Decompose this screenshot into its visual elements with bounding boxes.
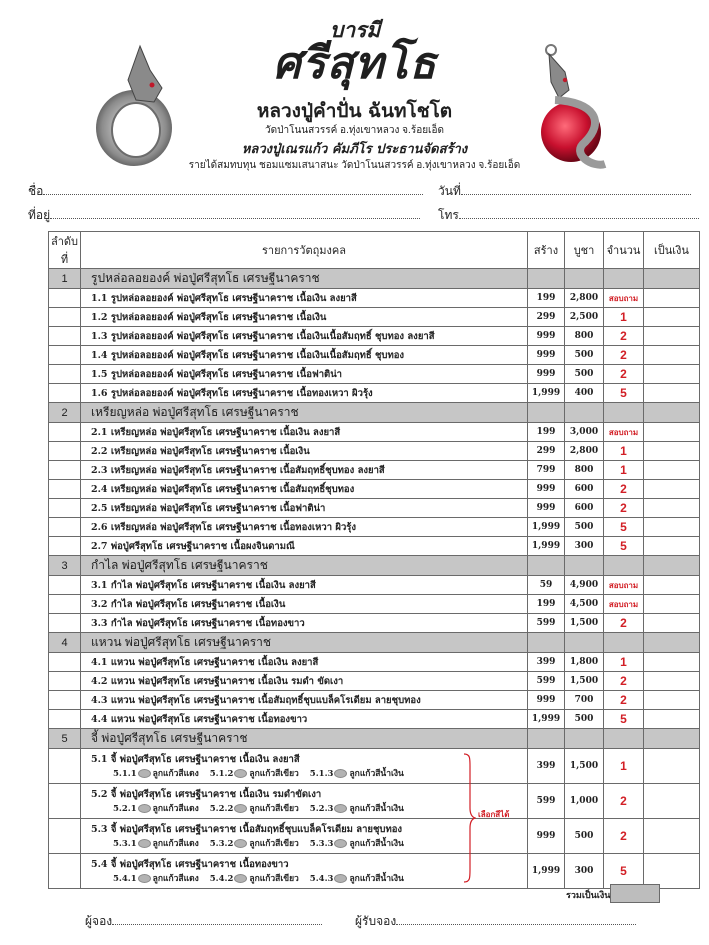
item-price: 2,500: [565, 308, 604, 327]
bead-option-red[interactable]: [113, 804, 199, 814]
blank-cell: [565, 729, 604, 749]
item-price: 600: [565, 480, 604, 499]
item-price: 400: [565, 384, 604, 403]
bead-option-blue[interactable]: [310, 839, 404, 849]
blank-cell: [528, 556, 565, 576]
amount-cell[interactable]: [644, 384, 700, 403]
address-field[interactable]: [28, 206, 438, 225]
item-qty: 1: [604, 749, 644, 784]
item-qty: สอบถาม: [604, 289, 644, 308]
option-code: 5.1.3: [309, 768, 334, 779]
table-header-row: [49, 232, 700, 269]
blank-cell: [49, 289, 81, 308]
amount-cell[interactable]: [644, 518, 700, 537]
option-code: 5.1.1: [113, 768, 137, 779]
blank-cell: [49, 442, 81, 461]
option-code: 5.2.3: [309, 803, 334, 814]
item-qty: 2: [604, 672, 644, 691]
item-name-with-options: [81, 784, 528, 819]
header: [0, 0, 709, 178]
amount-cell[interactable]: [644, 365, 700, 384]
section-no: 5: [49, 729, 81, 749]
table-row: [49, 819, 700, 854]
item-price: 500: [565, 346, 604, 365]
item-qty: สอบถาม: [604, 576, 644, 595]
item-made: 399: [528, 653, 565, 672]
item-name-with-options: [81, 819, 528, 854]
bead-radio-icon[interactable]: [334, 804, 347, 813]
section-no: 3: [49, 556, 81, 576]
total-amount-box[interactable]: [610, 884, 660, 903]
name-dotted-line[interactable]: [43, 184, 423, 195]
booker-label: ผู้จอง: [85, 914, 113, 928]
blank-cell: [565, 633, 604, 653]
table-row: [49, 710, 700, 729]
bead-radio-icon[interactable]: [334, 839, 347, 848]
blank-cell: [49, 384, 81, 403]
item-price: 500: [565, 710, 604, 729]
bead-option-red[interactable]: [113, 874, 199, 884]
table-row: [49, 614, 700, 633]
item-name: 1.3 รูปหล่อลอยองค์ พ่อปู่ศรีสุทโธ เศรษฐีนาคราช เนื้อเงินเนื้อสัมฤทธิ์ ชุบทอง ลงยาสี: [81, 327, 528, 346]
item-name: 2.2 เหรียญหล่อ พ่อปู่ศรีสุทโธ เศรษฐีนาคราช เนื้อเงิน: [81, 442, 528, 461]
option-label: ลูกแก้วสีแดง: [152, 803, 199, 814]
item-made: 999: [528, 346, 565, 365]
bead-option-blue[interactable]: [310, 769, 404, 779]
address-dotted-line[interactable]: [50, 208, 420, 219]
amount-cell[interactable]: [644, 819, 700, 854]
booker-dotted-line[interactable]: [112, 914, 322, 925]
item-name: 4.4 แหวน พ่อปู่ศรีสุทโธ เศรษฐีนาคราช เนื้อทองขาว: [81, 710, 528, 729]
phone-label: โทร: [438, 208, 459, 222]
item-name: 2.5 เหรียญหล่อ พ่อปู่ศรีสุทโธ เศรษฐีนาคราช เนื้อฟาติน่า: [81, 499, 528, 518]
blank-cell: [644, 269, 700, 289]
option-code: 5.4.3: [309, 873, 334, 884]
item-qty: 2: [604, 346, 644, 365]
bead-option-blue[interactable]: [310, 874, 404, 884]
item-qty: 2: [604, 327, 644, 346]
chairman-line: หลวงปู่เณรแก้ว คัมภีโร ประธานจัดสร้าง: [241, 142, 468, 157]
amount-cell[interactable]: [644, 308, 700, 327]
table-row: [49, 365, 700, 384]
option-code: 5.3.2: [209, 838, 234, 849]
table-row: [49, 346, 700, 365]
section-row: [49, 633, 700, 653]
item-price: 1,800: [565, 653, 604, 672]
date-dotted-line[interactable]: [461, 184, 691, 195]
option-label: ลูกแก้วสีน้ำเงิน: [349, 768, 404, 779]
item-qty: 2: [604, 365, 644, 384]
item-qty: 2: [604, 499, 644, 518]
bead-radio-icon[interactable]: [334, 769, 347, 778]
item-price: 4,900: [565, 576, 604, 595]
barami-title: บารมี: [330, 17, 381, 42]
blank-cell: [604, 556, 644, 576]
bead-radio-icon[interactable]: [234, 769, 247, 778]
option-code: 5.3.3: [309, 838, 334, 849]
blank-cell: [604, 269, 644, 289]
table-row: [49, 384, 700, 403]
blank-cell: [528, 403, 565, 423]
blank-cell: [644, 729, 700, 749]
col-order-no: ลำดับที่: [49, 232, 81, 269]
item-name: 2.1 เหรียญหล่อ พ่อปู่ศรีสุทโธ เศรษฐีนาคราช เนื้อเงิน ลงยาสี: [81, 423, 528, 442]
option-label: ลูกแก้วสีเขียว: [249, 838, 299, 849]
item-price: 500: [565, 518, 604, 537]
blank-cell: [49, 854, 81, 889]
blank-cell: [565, 269, 604, 289]
amount-cell[interactable]: [644, 749, 700, 784]
item-made: 1,999: [528, 537, 565, 556]
date-field[interactable]: [438, 182, 700, 201]
blank-cell: [49, 784, 81, 819]
blank-cell: [604, 633, 644, 653]
col-item: รายการวัตถุมงคล: [81, 232, 528, 269]
name-label: ชื่อ: [28, 184, 44, 198]
item-price: 4,500: [565, 595, 604, 614]
blank-cell: [644, 556, 700, 576]
item-price: 1,500: [565, 749, 604, 784]
bead-option-blue[interactable]: [310, 804, 404, 814]
item-name: 2.4 เหรียญหล่อ พ่อปู่ศรีสุทโธ เศรษฐีนาคราช เนื้อสัมฤทธิ์ชุบทอง: [81, 480, 528, 499]
blank-cell: [644, 403, 700, 423]
bead-option-red[interactable]: [113, 839, 199, 849]
item-made: 999: [528, 327, 565, 346]
blank-cell: [49, 365, 81, 384]
table-row: [49, 749, 700, 784]
bead-radio-icon[interactable]: [234, 804, 247, 813]
item-name: 4.3 แหวน พ่อปู่ศรีสุทโธ เศรษฐีนาคราช เนื้อสัมฤทธิ์ชุบแบล็คโรเดียม ลายชุบทอง: [81, 691, 528, 710]
name-field[interactable]: [28, 182, 438, 201]
option-label: ลูกแก้วสีน้ำเงิน: [349, 838, 404, 849]
blank-cell: [528, 633, 565, 653]
option-label: ลูกแก้วสีแดง: [152, 838, 199, 849]
receiver-field[interactable]: [355, 912, 636, 931]
table-row: [49, 327, 700, 346]
item-qty: 1: [604, 653, 644, 672]
table-row: [49, 576, 700, 595]
col-amount: เป็นเงิน: [644, 232, 700, 269]
bead-option-red[interactable]: [113, 769, 199, 779]
table-row: [49, 537, 700, 556]
table-row: [49, 480, 700, 499]
blank-cell: [49, 576, 81, 595]
item-price: 2,800: [565, 289, 604, 308]
section-row: [49, 403, 700, 423]
table-row: [49, 691, 700, 710]
order-table: [48, 231, 700, 889]
item-qty: 1: [604, 442, 644, 461]
amount-cell[interactable]: [644, 710, 700, 729]
item-name: 1.5 รูปหล่อลอยองค์ พ่อปู่ศรีสุทโธ เศรษฐีนาคราช เนื้อฟาติน่า: [81, 365, 528, 384]
option-label: ลูกแก้วสีแดง: [152, 768, 199, 779]
item-made: 1,999: [528, 710, 565, 729]
section-title: จี้ พ่อปู่ศรีสุทโธ เศรษฐีนาคราช: [81, 729, 528, 749]
blank-cell: [49, 691, 81, 710]
option-label: ลูกแก้วสีเขียว: [249, 768, 299, 779]
item-price: 300: [565, 854, 604, 889]
item-name: 2.7 พ่อปู่ศรีสุทโธ เศรษฐีนาคราช เนื้อผงจินดามณี: [81, 537, 528, 556]
monk-name: หลวงปู่คำปั่น ฉันทโชโต: [256, 100, 453, 122]
item-made: 1,999: [528, 854, 565, 889]
booker-field[interactable]: [85, 912, 322, 931]
item-name: 3.1 กำไล พ่อปู่ศรีสุทโธ เศรษฐีนาคราช เนื้อเงิน ลงยาสี: [81, 576, 528, 595]
blank-cell: [49, 423, 81, 442]
item-qty: 1: [604, 461, 644, 480]
main-title: ศรีสุทโธ: [273, 38, 437, 89]
section-row: [49, 556, 700, 576]
item-qty: สอบถาม: [604, 595, 644, 614]
item-name: 5.3 จี้ พ่อปู่ศรีสุทโธ เศรษฐีนาคราช เนื้อสัมฤทธิ์ชุบแบล็คโรเดียม ลายชุบทอง: [91, 823, 403, 835]
item-name: 4.1 แหวน พ่อปู่ศรีสุทโธ เศรษฐีนาคราช เนื้อเงิน ลงยาสี: [81, 653, 528, 672]
item-price: 2,800: [565, 442, 604, 461]
section-row: [49, 729, 700, 749]
item-made: 799: [528, 461, 565, 480]
item-price: 300: [565, 537, 604, 556]
item-made: 999: [528, 480, 565, 499]
bead-radio-icon[interactable]: [138, 874, 151, 883]
item-made: 1,999: [528, 384, 565, 403]
blank-cell: [49, 327, 81, 346]
bead-radio-icon[interactable]: [138, 804, 151, 813]
blank-cell: [49, 518, 81, 537]
table-row: [49, 442, 700, 461]
option-code: 5.1.2: [209, 768, 234, 779]
item-qty: สอบถาม: [604, 423, 644, 442]
item-made: 1,999: [528, 518, 565, 537]
bead-option-green[interactable]: [210, 769, 299, 779]
section-no: 4: [49, 633, 81, 653]
receiver-label: ผู้รับจอง: [355, 914, 397, 928]
blank-cell: [565, 556, 604, 576]
item-name: 2.6 เหรียญหล่อ พ่อปู่ศรีสุทโธ เศรษฐีนาคราช เนื้อทองเหวา ผิวรุ้ง: [81, 518, 528, 537]
blank-cell: [49, 749, 81, 784]
item-made: 599: [528, 672, 565, 691]
blank-cell: [49, 461, 81, 480]
item-name: 2.3 เหรียญหล่อ พ่อปู่ศรีสุทโธ เศรษฐีนาคราช เนื้อสัมฤทธิ์ชุบทอง ลงยาสี: [81, 461, 528, 480]
blank-cell: [49, 480, 81, 499]
section-title: กำไล พ่อปู่ศรีสุทโธ เศรษฐีนาคราช: [81, 556, 528, 576]
item-qty: 5: [604, 518, 644, 537]
option-label: ลูกแก้วสีแดง: [152, 873, 199, 884]
section-no: 1: [49, 269, 81, 289]
item-made: 59: [528, 576, 565, 595]
choose-color-note: เลือกสีได้: [478, 810, 510, 819]
bead-radio-icon[interactable]: [234, 839, 247, 848]
table-row: [49, 784, 700, 819]
item-name: 3.2 กำไล พ่อปู่ศรีสุทโธ เศรษฐีนาคราช เนื้อเงิน: [81, 595, 528, 614]
item-made: 199: [528, 595, 565, 614]
address-label: ที่อยู่: [28, 208, 51, 222]
blank-cell: [49, 346, 81, 365]
option-label: ลูกแก้วสีเขียว: [249, 873, 299, 884]
table-row: [49, 595, 700, 614]
table-row: [49, 854, 700, 889]
option-label: ลูกแก้วสีน้ำเงิน: [349, 873, 404, 884]
item-name: 5.1 จี้ พ่อปู่ศรีสุทโธ เศรษฐีนาคราช เนื้อเงิน ลงยาสี: [91, 753, 300, 765]
amount-cell[interactable]: [644, 672, 700, 691]
item-name: 5.2 จี้ พ่อปู่ศรีสุทโธ เศรษฐีนาคราช เนื้อเงิน รมดำขัดเงา: [91, 788, 322, 800]
table-row: [49, 308, 700, 327]
date-label: วันที่: [438, 184, 461, 198]
table-row: [49, 423, 700, 442]
item-price: 1,500: [565, 672, 604, 691]
table-row: [49, 653, 700, 672]
item-name-with-options: [81, 749, 528, 784]
item-name: 3.3 กำไล พ่อปู่ศรีสุทโธ เศรษฐีนาคราช เนื้อทองขาว: [81, 614, 528, 633]
item-name: 1.4 รูปหล่อลอยองค์ พ่อปู่ศรีสุทโธ เศรษฐีนาคราช เนื้อเงินเนื้อสัมฤทธิ์ ชุบทอง: [81, 346, 528, 365]
table-row: [49, 289, 700, 308]
table-row: [49, 672, 700, 691]
blank-cell: [644, 633, 700, 653]
blank-cell: [49, 308, 81, 327]
item-price: 500: [565, 819, 604, 854]
blank-cell: [49, 819, 81, 854]
item-qty: 2: [604, 480, 644, 499]
amount-cell[interactable]: [644, 691, 700, 710]
amount-cell[interactable]: [644, 442, 700, 461]
blank-cell: [528, 269, 565, 289]
blank-cell: [49, 672, 81, 691]
phone-dotted-line[interactable]: [459, 208, 699, 219]
amount-cell[interactable]: [644, 499, 700, 518]
item-made: 999: [528, 819, 565, 854]
amount-cell[interactable]: [644, 653, 700, 672]
item-made: 999: [528, 499, 565, 518]
item-made: 199: [528, 423, 565, 442]
amount-cell[interactable]: [644, 784, 700, 819]
amount-cell[interactable]: [644, 480, 700, 499]
blank-cell: [528, 729, 565, 749]
blank-cell: [49, 710, 81, 729]
item-made: 399: [528, 749, 565, 784]
item-price: 3,000: [565, 423, 604, 442]
item-name: 1.2 รูปหล่อลอยองค์ พ่อปู่ศรีสุทโธ เศรษฐีนาคราช เนื้อเงิน: [81, 308, 528, 327]
receiver-dotted-line[interactable]: [396, 914, 636, 925]
blank-cell: [49, 499, 81, 518]
col-price: บูชา: [565, 232, 604, 269]
item-qty: 2: [604, 614, 644, 633]
option-code: 5.3.1: [113, 838, 137, 849]
item-made: 999: [528, 691, 565, 710]
item-made: 999: [528, 365, 565, 384]
table-row: [49, 518, 700, 537]
table-row: [49, 499, 700, 518]
amount-cell[interactable]: [644, 289, 700, 308]
item-made: 599: [528, 614, 565, 633]
item-qty: 2: [604, 784, 644, 819]
blank-cell: [604, 729, 644, 749]
temple-address: วัดป่าโนนสวรรค์ อ.ทุ่งเขาหลวง จ.ร้อยเอ็ด: [265, 125, 444, 136]
blank-cell: [49, 595, 81, 614]
amount-cell[interactable]: [644, 537, 700, 556]
section-no: 2: [49, 403, 81, 423]
item-qty: 1: [604, 308, 644, 327]
item-name-with-options: [81, 854, 528, 889]
blank-cell: [49, 614, 81, 633]
amount-cell[interactable]: [644, 461, 700, 480]
item-price: 800: [565, 327, 604, 346]
phone-field[interactable]: [438, 206, 700, 225]
amount-cell[interactable]: [644, 614, 700, 633]
option-label: ลูกแก้วสีเขียว: [249, 803, 299, 814]
item-qty: 5: [604, 854, 644, 889]
amount-cell[interactable]: [644, 327, 700, 346]
item-made: 599: [528, 784, 565, 819]
bead-radio-icon[interactable]: [334, 874, 347, 883]
item-qty: 5: [604, 537, 644, 556]
blank-cell: [49, 537, 81, 556]
bead-radio-icon[interactable]: [138, 839, 151, 848]
item-price: 1,500: [565, 614, 604, 633]
item-qty: 2: [604, 819, 644, 854]
item-made: 199: [528, 289, 565, 308]
section-title: แหวน พ่อปู่ศรีสุทโธ เศรษฐีนาคราช: [81, 633, 528, 653]
option-label: ลูกแก้วสีน้ำเงิน: [349, 803, 404, 814]
bead-option-green[interactable]: [210, 804, 299, 814]
item-price: 600: [565, 499, 604, 518]
curly-brace-icon: [462, 752, 476, 884]
item-name: 4.2 แหวน พ่อปู่ศรีสุทโธ เศรษฐีนาคราช เนื้อเงิน รมดำ ขัดเงา: [81, 672, 528, 691]
col-made: สร้าง: [528, 232, 565, 269]
item-made: 299: [528, 308, 565, 327]
item-price: 800: [565, 461, 604, 480]
blank-cell: [565, 403, 604, 423]
item-made: 299: [528, 442, 565, 461]
section-title: รูปหล่อลอยองค์ พ่อปู่ศรีสุทโธ เศรษฐีนาคราช: [81, 269, 528, 289]
amount-cell[interactable]: [644, 346, 700, 365]
item-price: 500: [565, 365, 604, 384]
blank-cell: [49, 653, 81, 672]
col-quantity: จำนวน: [604, 232, 644, 269]
option-code: 5.4.1: [113, 873, 137, 884]
amount-cell[interactable]: [644, 576, 700, 595]
bead-radio-icon[interactable]: [138, 769, 151, 778]
section-title: เหรียญหล่อ พ่อปู่ศรีสุทโธ เศรษฐีนาคราช: [81, 403, 528, 423]
amount-cell[interactable]: [644, 595, 700, 614]
bead-radio-icon[interactable]: [234, 874, 247, 883]
item-qty: 5: [604, 384, 644, 403]
option-code: 5.2.1: [113, 803, 137, 814]
item-name: 5.4 จี้ พ่อปู่ศรีสุทโธ เศรษฐีนาคราช เนื้อทองขาว: [91, 858, 289, 870]
income-note: รายได้สมทบทุน ชอมแซมเสนาสนะ วัดป่าโนนสวรรค์ อ.ทุ่งเขาหลวง จ.ร้อยเอ็ด: [188, 160, 521, 171]
blank-cell: [604, 403, 644, 423]
item-name: 1.6 รูปหล่อลอยองค์ พ่อปู่ศรีสุทโธ เศรษฐีนาคราช เนื้อทองเหวา ผิวรุ้ง: [81, 384, 528, 403]
option-code: 5.2.2: [209, 803, 234, 814]
section-row: [49, 269, 700, 289]
item-name: 1.1 รูปหล่อลอยองค์ พ่อปู่ศรีสุทโธ เศรษฐีนาคราช เนื้อเงิน ลงยาสี: [81, 289, 528, 308]
item-price: 1,000: [565, 784, 604, 819]
total-label: รวมเป็นเงิน: [566, 891, 611, 901]
item-price: 700: [565, 691, 604, 710]
item-qty: 5: [604, 710, 644, 729]
amount-cell[interactable]: [644, 423, 700, 442]
option-code: 5.4.2: [209, 873, 234, 884]
bead-option-green[interactable]: [210, 874, 299, 884]
bead-option-green[interactable]: [210, 839, 299, 849]
table-row: [49, 461, 700, 480]
item-qty: 2: [604, 691, 644, 710]
